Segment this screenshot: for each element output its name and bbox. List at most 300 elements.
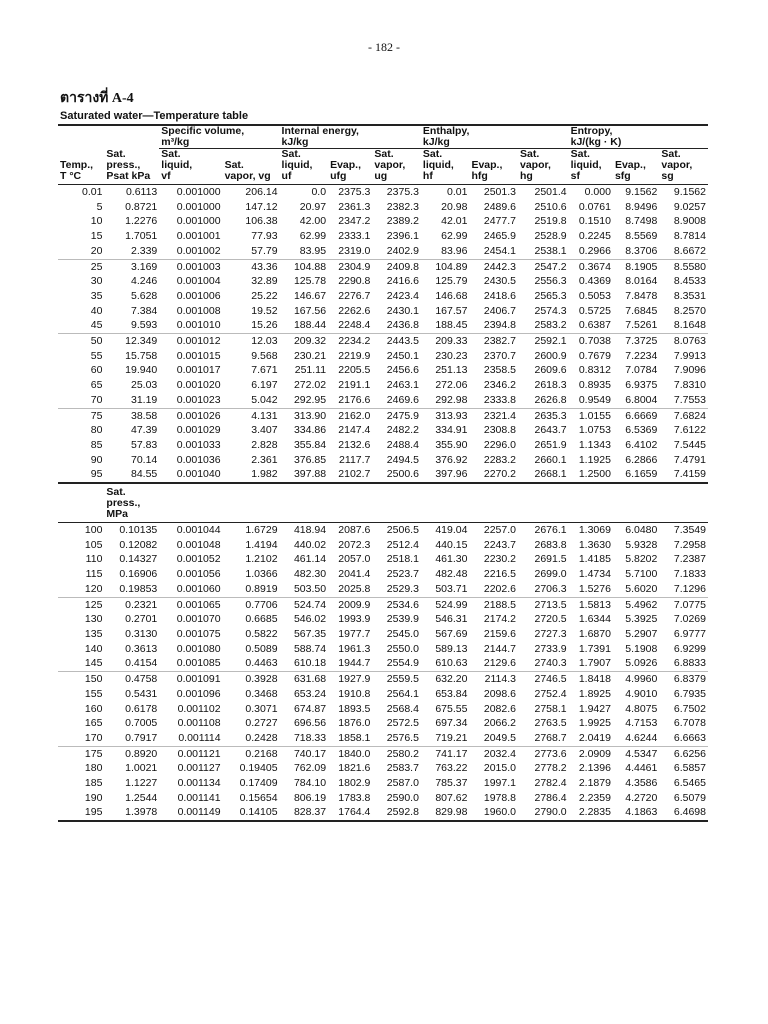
cell-hg: 2768.7 bbox=[518, 731, 569, 746]
table-row bbox=[58, 289, 708, 304]
table-row bbox=[58, 582, 708, 597]
cell-vg: 0.3071 bbox=[245, 702, 278, 715]
cell-vg: 43.36 bbox=[251, 260, 278, 273]
cell-ug: 2559.5 bbox=[386, 673, 419, 686]
cell-hf: 397.96 bbox=[421, 467, 470, 483]
cell-vg: 3.407 bbox=[251, 424, 278, 437]
table-row bbox=[58, 597, 708, 612]
cell-ug: 2463.1 bbox=[386, 379, 419, 392]
cell-sat-press: 4.246 bbox=[131, 275, 158, 288]
cell-sfg: 8.1905 bbox=[625, 260, 658, 273]
cell-sat-press: 0.14327 bbox=[119, 553, 158, 566]
cell-temp: 95 bbox=[58, 467, 104, 483]
table-row bbox=[58, 349, 708, 364]
cell-hg: 2773.6 bbox=[534, 747, 567, 760]
cell-vg: 0.14105 bbox=[223, 805, 280, 821]
cell-sfg: 5.8202 bbox=[625, 553, 658, 566]
cell-ufg: 1893.5 bbox=[338, 702, 371, 715]
cell-ufg: 2025.8 bbox=[328, 582, 372, 597]
cell-sat-press: 1.0021 bbox=[125, 762, 158, 775]
cell-hf: 313.93 bbox=[435, 409, 468, 422]
cell-hg: 2583.2 bbox=[518, 318, 569, 333]
cell-vf: 0.001149 bbox=[159, 805, 222, 821]
cell-uf: 806.19 bbox=[293, 791, 327, 804]
cell-uf: 653.24 bbox=[293, 687, 327, 700]
cell-ug: 2416.6 bbox=[386, 275, 419, 288]
cell-ufg: 1927.9 bbox=[338, 673, 371, 686]
table-row bbox=[58, 304, 708, 319]
cell-uf: 251.11 bbox=[294, 364, 327, 377]
cell-sf: 1.6344 bbox=[578, 613, 611, 626]
cell-hf: 653.84 bbox=[435, 687, 468, 700]
cell-sg: 7.4791 bbox=[673, 453, 706, 466]
cell-ufg: 1821.6 bbox=[338, 762, 371, 775]
table-row bbox=[58, 318, 708, 333]
cell-vg: 0.19405 bbox=[239, 762, 278, 775]
cell-vg: 2.828 bbox=[251, 438, 278, 451]
cell-temp: 145 bbox=[58, 656, 104, 671]
cell-hg: 2778.2 bbox=[534, 762, 567, 775]
cell-sat-press: 0.3130 bbox=[125, 627, 158, 640]
table-row bbox=[58, 363, 708, 378]
cell-sg: 6.9777 bbox=[673, 627, 706, 640]
cell-vf: 0.001080 bbox=[176, 642, 221, 655]
cell-hg: 2574.3 bbox=[534, 304, 567, 317]
cell-vf: 0.001036 bbox=[176, 453, 221, 466]
cell-sat-press: 1.3978 bbox=[104, 805, 159, 821]
cell-hfg: 2098.6 bbox=[483, 687, 516, 700]
cell-sf: 2.0419 bbox=[569, 731, 613, 746]
cell-sfg: 7.3725 bbox=[625, 335, 658, 348]
header-internal-energy: Internal energy, kJ/kg bbox=[280, 125, 421, 149]
cell-ufg: 2117.7 bbox=[339, 453, 371, 466]
cell-ug: 2580.2 bbox=[386, 747, 419, 760]
cell-vg: 25.22 bbox=[251, 289, 278, 302]
cell-sat-press: 19.940 bbox=[125, 364, 158, 377]
cell-sat-press: 31.19 bbox=[104, 393, 159, 408]
table-row bbox=[58, 731, 708, 746]
cell-hg: 2733.9 bbox=[534, 642, 567, 655]
cell-ug: 2583.7 bbox=[386, 762, 419, 775]
cell-hfg: 2321.4 bbox=[483, 409, 516, 422]
cell-ufg: 1764.4 bbox=[328, 805, 372, 821]
cell-hf: 741.17 bbox=[435, 747, 468, 760]
cell-hfg: 2430.5 bbox=[483, 275, 516, 288]
cell-sf: 1.2500 bbox=[569, 467, 613, 483]
cell-sfg: 8.0164 bbox=[625, 275, 658, 288]
cell-vg: 0.3928 bbox=[245, 673, 278, 686]
cell-hf: 104.89 bbox=[435, 260, 468, 273]
cell-hg: 2565.3 bbox=[534, 289, 567, 302]
cell-sf: 0.7679 bbox=[578, 349, 611, 362]
cell-hfg: 2465.9 bbox=[483, 230, 516, 243]
cell-vg: 0.2428 bbox=[223, 731, 280, 746]
cell-ug: 2576.5 bbox=[372, 731, 421, 746]
cell-sf: 0.5053 bbox=[578, 289, 611, 302]
cell-sf: 1.1343 bbox=[578, 438, 611, 451]
cell-ug: 2436.8 bbox=[372, 318, 421, 333]
header-evap-hfg: Evap., hfg bbox=[469, 149, 518, 185]
header-enthalpy: Enthalpy, kJ/kg bbox=[421, 125, 569, 149]
cell-sf: 2.1396 bbox=[578, 762, 611, 775]
cell-uf: 104.88 bbox=[293, 260, 327, 273]
cell-hf: 125.79 bbox=[435, 275, 468, 288]
cell-uf: 397.88 bbox=[280, 467, 329, 483]
cell-hfg: 2501.3 bbox=[483, 186, 516, 198]
cell-hf: 675.55 bbox=[435, 702, 468, 715]
table-row bbox=[58, 642, 708, 657]
cell-hf: 610.63 bbox=[421, 656, 470, 671]
cell-hfg: 2129.6 bbox=[469, 656, 518, 671]
cell-sf: 1.4734 bbox=[578, 568, 611, 581]
cell-sf: 0.3674 bbox=[578, 260, 611, 273]
cell-vf: 0.001000 bbox=[176, 215, 221, 228]
header-sat-vapor-ug: Sat. vapor, ug bbox=[372, 149, 421, 185]
cell-sg: 7.0269 bbox=[673, 613, 706, 626]
cell-sf: 1.1925 bbox=[578, 453, 611, 466]
cell-hg: 2609.6 bbox=[534, 364, 567, 377]
table-row bbox=[58, 687, 708, 702]
cell-sfg: 6.6669 bbox=[625, 409, 658, 422]
cell-hf: 719.21 bbox=[421, 731, 470, 746]
cell-hg: 2668.1 bbox=[518, 467, 569, 483]
cell-vf: 0.001070 bbox=[176, 613, 221, 626]
cell-vf: 0.001141 bbox=[177, 791, 221, 804]
cell-temp: 115 bbox=[85, 568, 103, 581]
cell-sg: 7.2387 bbox=[673, 553, 706, 566]
cell-hg: 2660.1 bbox=[534, 453, 567, 466]
cell-vg: 1.4194 bbox=[245, 538, 278, 551]
cell-sfg: 8.9496 bbox=[625, 200, 658, 213]
cell-sg: 8.3531 bbox=[673, 289, 706, 302]
cell-hf: 42.01 bbox=[441, 215, 468, 228]
cell-temp: 25 bbox=[90, 260, 103, 273]
cell-vf: 0.001012 bbox=[176, 335, 221, 348]
cell-vf: 0.001108 bbox=[177, 717, 221, 730]
cell-hf: 0.01 bbox=[447, 186, 468, 198]
cell-vg: 6.197 bbox=[251, 379, 278, 392]
table-row bbox=[58, 467, 708, 483]
cell-sfg: 4.3586 bbox=[625, 777, 658, 790]
cell-hg: 2556.3 bbox=[534, 275, 567, 288]
cell-ufg: 1783.8 bbox=[338, 791, 371, 804]
cell-ufg: 1802.9 bbox=[338, 777, 371, 790]
cell-sfg: 6.8004 bbox=[613, 393, 659, 408]
cell-sg: 9.0257 bbox=[673, 200, 706, 213]
cell-temp: 70 bbox=[58, 393, 104, 408]
cell-hf: 230.23 bbox=[435, 349, 468, 362]
cell-temp: 75 bbox=[90, 409, 103, 422]
cell-hfg: 1960.0 bbox=[469, 805, 518, 821]
cell-ug: 2396.1 bbox=[386, 230, 419, 243]
cell-hg: 2618.3 bbox=[534, 379, 567, 392]
cell-sf: 2.2359 bbox=[578, 791, 611, 804]
cell-ufg: 2176.6 bbox=[328, 393, 372, 408]
cell-temp: 140 bbox=[84, 642, 103, 655]
cell-vg: 0.6685 bbox=[245, 613, 278, 626]
cell-sfg: 6.9375 bbox=[625, 379, 658, 392]
cell-ufg: 2290.8 bbox=[338, 275, 371, 288]
cell-vf: 0.001026 bbox=[176, 409, 221, 422]
cell-temp: 160 bbox=[84, 702, 103, 715]
cell-vg: 1.2102 bbox=[245, 553, 278, 566]
cell-temp: 65 bbox=[90, 379, 103, 392]
header-sat-liquid-uf: Sat. liquid, uf bbox=[280, 149, 329, 185]
table-row bbox=[58, 538, 708, 553]
cell-hfg: 2032.4 bbox=[483, 747, 516, 760]
cell-uf: 42.00 bbox=[299, 215, 327, 228]
cell-sfg: 4.8075 bbox=[625, 702, 658, 715]
table-body-mpa bbox=[58, 523, 708, 822]
cell-sat-press: 0.6113 bbox=[125, 186, 158, 198]
cell-sg: 7.1833 bbox=[673, 568, 706, 581]
cell-sf: 1.6870 bbox=[578, 627, 611, 640]
cell-hg: 2691.5 bbox=[534, 553, 567, 566]
cell-sat-press: 25.03 bbox=[131, 379, 158, 392]
cell-uf: 524.74 bbox=[293, 598, 327, 611]
cell-vf: 0.001134 bbox=[177, 777, 221, 790]
cell-sfg: 7.2234 bbox=[625, 349, 658, 362]
table-row bbox=[58, 185, 708, 200]
cell-hf: 167.57 bbox=[435, 304, 468, 317]
cell-sf: 1.7391 bbox=[578, 642, 611, 655]
cell-sg: 8.0763 bbox=[673, 335, 706, 348]
cell-sat-press: 70.14 bbox=[131, 453, 158, 466]
cell-vg: 147.12 bbox=[245, 200, 278, 213]
cell-uf: 696.56 bbox=[293, 717, 327, 730]
cell-sg: 9.1562 bbox=[673, 186, 706, 198]
cell-sf: 0.2245 bbox=[578, 230, 611, 243]
cell-hfg: 2454.1 bbox=[469, 244, 518, 259]
cell-hf: 807.62 bbox=[435, 791, 468, 804]
cell-uf: 440.02 bbox=[293, 538, 327, 551]
cell-temp: 0.01 bbox=[81, 186, 103, 198]
cell-sat-press: 3.169 bbox=[131, 260, 158, 273]
cell-ufg: 2234.2 bbox=[338, 335, 371, 348]
cell-vf: 0.001015 bbox=[176, 349, 221, 362]
table-row bbox=[58, 523, 708, 538]
cell-hg: 2592.1 bbox=[534, 335, 567, 348]
cell-temp: 185 bbox=[84, 777, 103, 790]
cell-sat-press: 0.16906 bbox=[119, 568, 158, 581]
cell-temp: 55 bbox=[90, 349, 103, 362]
cell-uf: 631.68 bbox=[293, 673, 327, 686]
cell-sg: 7.0775 bbox=[673, 598, 706, 611]
cell-vf: 0.001001 bbox=[176, 230, 221, 243]
cell-temp: 190 bbox=[84, 791, 103, 804]
cell-hg: 2699.0 bbox=[534, 568, 567, 581]
cell-hfg: 2015.0 bbox=[483, 762, 516, 775]
cell-sf: 1.8925 bbox=[578, 687, 611, 700]
cell-vg: 0.15654 bbox=[239, 791, 278, 804]
table-row bbox=[58, 791, 708, 806]
cell-vg: 12.03 bbox=[251, 335, 278, 348]
cell-uf: 0.0 bbox=[311, 186, 327, 198]
table-row bbox=[58, 438, 708, 453]
cell-sfg: 5.1908 bbox=[625, 642, 658, 655]
cell-uf: 461.14 bbox=[293, 553, 327, 566]
cell-uf: 272.02 bbox=[293, 379, 327, 392]
cell-hf: 461.30 bbox=[435, 553, 468, 566]
cell-vg: 15.26 bbox=[223, 318, 280, 333]
cell-sfg: 5.4962 bbox=[625, 598, 658, 611]
cell-ug: 2590.0 bbox=[386, 791, 419, 804]
cell-sg: 8.7814 bbox=[673, 230, 706, 243]
cell-vf: 0.001065 bbox=[176, 598, 221, 611]
cell-temp: 135 bbox=[84, 627, 103, 640]
table-row bbox=[58, 244, 708, 259]
cell-hf: 567.69 bbox=[435, 627, 468, 640]
cell-sat-press: 5.628 bbox=[131, 289, 158, 302]
cell-ug: 2550.0 bbox=[386, 642, 419, 655]
cell-vg: 0.2727 bbox=[245, 717, 278, 730]
cell-sfg: 5.9328 bbox=[625, 538, 658, 551]
cell-hf: 83.96 bbox=[421, 244, 470, 259]
cell-hfg: 1997.1 bbox=[483, 777, 516, 790]
cell-sfg: 4.1863 bbox=[613, 805, 659, 821]
cell-ug: 2389.2 bbox=[386, 215, 419, 228]
cell-hf: 334.91 bbox=[435, 424, 468, 437]
cell-sfg: 5.2907 bbox=[625, 627, 658, 640]
cell-vf: 0.001096 bbox=[176, 687, 221, 700]
table-row bbox=[58, 567, 708, 582]
cell-sfg: 4.7153 bbox=[625, 717, 658, 730]
cell-sat-press: 0.6178 bbox=[125, 702, 158, 715]
cell-ufg: 2087.6 bbox=[338, 524, 371, 537]
cell-hfg: 2082.6 bbox=[483, 702, 516, 715]
cell-sfg: 6.2866 bbox=[625, 453, 658, 466]
cell-sf: 1.8418 bbox=[578, 673, 611, 686]
cell-sfg: 4.9010 bbox=[625, 687, 658, 700]
cell-sg: 8.2570 bbox=[673, 304, 706, 317]
header-sat-press-mpa: Sat. press., MPa bbox=[104, 483, 159, 523]
cell-hf: 632.20 bbox=[435, 673, 468, 686]
cell-vf: 0.001127 bbox=[177, 762, 221, 775]
cell-sfg: 4.9960 bbox=[625, 673, 658, 686]
cell-sat-press: 0.2701 bbox=[125, 613, 158, 626]
cell-ug: 2554.9 bbox=[372, 656, 421, 671]
cell-sg: 7.7553 bbox=[659, 393, 708, 408]
cell-ufg: 2102.7 bbox=[328, 467, 372, 483]
cell-uf: 125.78 bbox=[293, 275, 327, 288]
cell-vf: 0.001075 bbox=[176, 627, 221, 640]
cell-hfg: 2406.7 bbox=[483, 304, 516, 317]
cell-hf: 376.92 bbox=[435, 453, 468, 466]
cell-hfg: 2370.7 bbox=[483, 349, 516, 362]
cell-hg: 2643.7 bbox=[534, 424, 567, 437]
cell-uf: 674.87 bbox=[293, 702, 327, 715]
cell-ufg: 2132.6 bbox=[338, 438, 371, 451]
cell-hf: 546.31 bbox=[435, 613, 468, 626]
cell-sg: 7.3549 bbox=[673, 524, 706, 537]
cell-uf: 610.18 bbox=[280, 656, 329, 671]
cell-hf: 292.98 bbox=[421, 393, 470, 408]
cell-uf: 230.21 bbox=[293, 349, 327, 362]
cell-sat-press: 0.2321 bbox=[125, 598, 158, 611]
cell-uf: 828.37 bbox=[280, 805, 329, 821]
cell-hfg: 2202.6 bbox=[469, 582, 518, 597]
cell-sat-press: 0.7917 bbox=[104, 731, 159, 746]
cell-uf: 740.17 bbox=[293, 747, 327, 760]
cell-hf: 482.48 bbox=[435, 568, 468, 581]
cell-sat-press: 38.58 bbox=[131, 409, 158, 422]
cell-hf: 209.33 bbox=[435, 335, 468, 348]
cell-hfg: 2442.3 bbox=[483, 260, 516, 273]
cell-sfg: 4.4461 bbox=[625, 762, 658, 775]
cell-temp: 40 bbox=[90, 304, 103, 317]
cell-ufg: 2041.4 bbox=[338, 568, 371, 581]
cell-temp: 100 bbox=[84, 524, 103, 537]
cell-sfg: 8.5569 bbox=[625, 230, 658, 243]
cell-hf: 146.68 bbox=[435, 289, 468, 302]
table-row bbox=[58, 393, 708, 408]
cell-sat-press: 0.8721 bbox=[125, 200, 158, 213]
cell-hf: 355.90 bbox=[435, 438, 468, 451]
cell-ug: 2592.8 bbox=[372, 805, 421, 821]
cell-vf: 0.001033 bbox=[176, 438, 221, 451]
cell-hfg: 2144.7 bbox=[483, 642, 516, 655]
cell-sat-press: 0.7005 bbox=[125, 717, 158, 730]
cell-sf: 1.0155 bbox=[578, 409, 611, 422]
cell-vf: 0.001114 bbox=[159, 731, 222, 746]
cell-sat-press: 84.55 bbox=[104, 467, 159, 483]
cell-ug: 2523.7 bbox=[386, 568, 419, 581]
cell-hf: 503.71 bbox=[421, 582, 470, 597]
cell-vg: 1.982 bbox=[223, 467, 280, 483]
cell-hg: 2720.5 bbox=[534, 613, 567, 626]
cell-hfg: 2477.7 bbox=[483, 215, 516, 228]
cell-vg: 57.79 bbox=[223, 244, 280, 259]
cell-ug: 2450.1 bbox=[386, 349, 419, 362]
cell-hf: 785.37 bbox=[435, 777, 468, 790]
cell-hfg: 2346.2 bbox=[483, 379, 516, 392]
cell-hfg: 2358.5 bbox=[483, 364, 516, 377]
cell-sfg: 8.7498 bbox=[625, 215, 658, 228]
cell-hg: 2547.2 bbox=[534, 260, 567, 273]
cell-sg: 7.6824 bbox=[673, 409, 706, 422]
table-row bbox=[58, 334, 708, 349]
cell-sf: 2.1879 bbox=[578, 777, 611, 790]
cell-vf: 0.001003 bbox=[176, 260, 221, 273]
cell-temp: 45 bbox=[58, 318, 104, 333]
cell-sg: 7.4159 bbox=[659, 467, 708, 483]
cell-sf: 1.5813 bbox=[578, 598, 611, 611]
cell-hfg: 2174.2 bbox=[483, 613, 516, 626]
cell-vg: 2.361 bbox=[251, 453, 278, 466]
cell-hg: 2528.9 bbox=[534, 230, 567, 243]
cell-ufg: 2304.9 bbox=[338, 260, 371, 273]
table-row bbox=[58, 746, 708, 761]
cell-sg: 6.5465 bbox=[673, 777, 706, 790]
cell-temp: 15 bbox=[90, 230, 103, 243]
cell-ufg: 2248.4 bbox=[328, 318, 372, 333]
cell-sat-press: 1.1227 bbox=[125, 777, 158, 790]
cell-sfg: 6.4102 bbox=[625, 438, 658, 451]
cell-uf: 292.95 bbox=[280, 393, 329, 408]
cell-uf: 209.32 bbox=[293, 335, 327, 348]
cell-temp: 120 bbox=[58, 582, 104, 597]
cell-ufg: 2375.3 bbox=[338, 186, 371, 198]
cell-hg: 2727.3 bbox=[534, 627, 567, 640]
cell-sg: 7.8310 bbox=[673, 379, 706, 392]
header-evap-ufg: Evap., ufg bbox=[328, 149, 372, 185]
cell-sfg: 7.6845 bbox=[625, 304, 658, 317]
saturated-water-table bbox=[58, 124, 708, 822]
cell-hf: 524.99 bbox=[435, 598, 468, 611]
cell-sat-press: 57.83 bbox=[131, 438, 158, 451]
cell-ug: 2518.1 bbox=[386, 553, 419, 566]
cell-sf: 1.4185 bbox=[578, 553, 611, 566]
